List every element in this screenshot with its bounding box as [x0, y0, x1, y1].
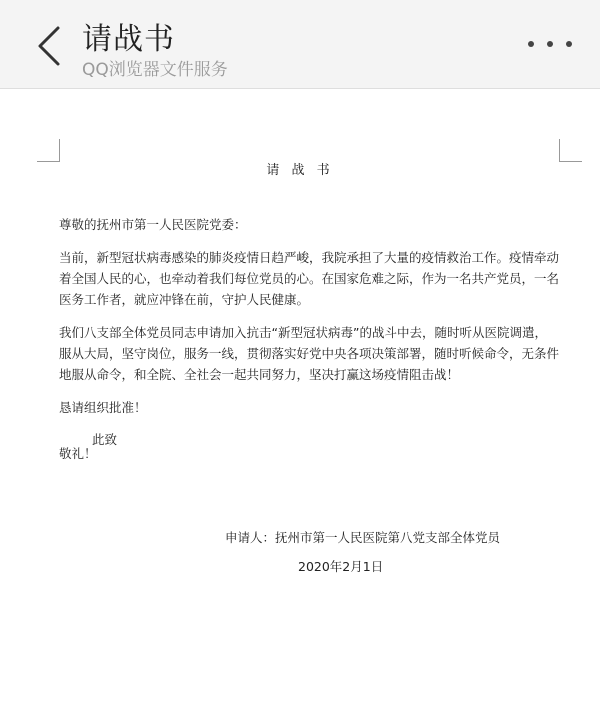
page-title: 请战书: [82, 22, 175, 57]
document-closing-salute: 此致: [92, 432, 118, 447]
document-paragraph-2: 我们八支部全体党员同志申请加入抗击“新型冠状病毒”的战斗中去，随时听从医院调遣，服从大局，坚守岗位，服务一线，贯彻落实好党中央各项决策部署，随时听候命令，无条件地服从命令，和全院、全社会一起共同努力，坚决打赢这场疫情阻击战！: [59, 325, 560, 382]
document-salutation: 尊敬的抚州市第一人民医院党委：: [59, 217, 247, 232]
more-dots-icon: [547, 41, 553, 47]
chevron-left-icon: [30, 22, 70, 70]
more-options-button[interactable]: [528, 34, 572, 54]
document-body: [59, 214, 559, 450]
document-regards: 敬礼！: [59, 446, 97, 461]
app-header: [0, 0, 600, 89]
document-closing-request: 恳请组织批准！: [59, 400, 147, 415]
back-button[interactable]: [30, 22, 70, 70]
document-paragraph-1: 当前，新型冠状病毒感染的肺炎疫情日趋严峻，我院承担了大量的疫情救治工作。疫情牵动着全国人民的心，也牵动着我们每位党员的心。在国家危难之际，作为一名共产党员，一名医务工作者，就应冲锋在前，守护人民健康。: [59, 250, 560, 307]
document-viewer[interactable]: [0, 89, 600, 708]
page-subtitle: QQ浏览器文件服务: [82, 60, 228, 80]
document-title: 请 战 书: [266, 163, 334, 178]
more-dots-icon: [528, 41, 534, 47]
document-date: 2020年2月1日: [298, 559, 384, 574]
more-dots-icon: [566, 41, 572, 47]
document-applicant: 申请人：抚州市第一人民医院第八党支部全体党员: [225, 530, 501, 545]
